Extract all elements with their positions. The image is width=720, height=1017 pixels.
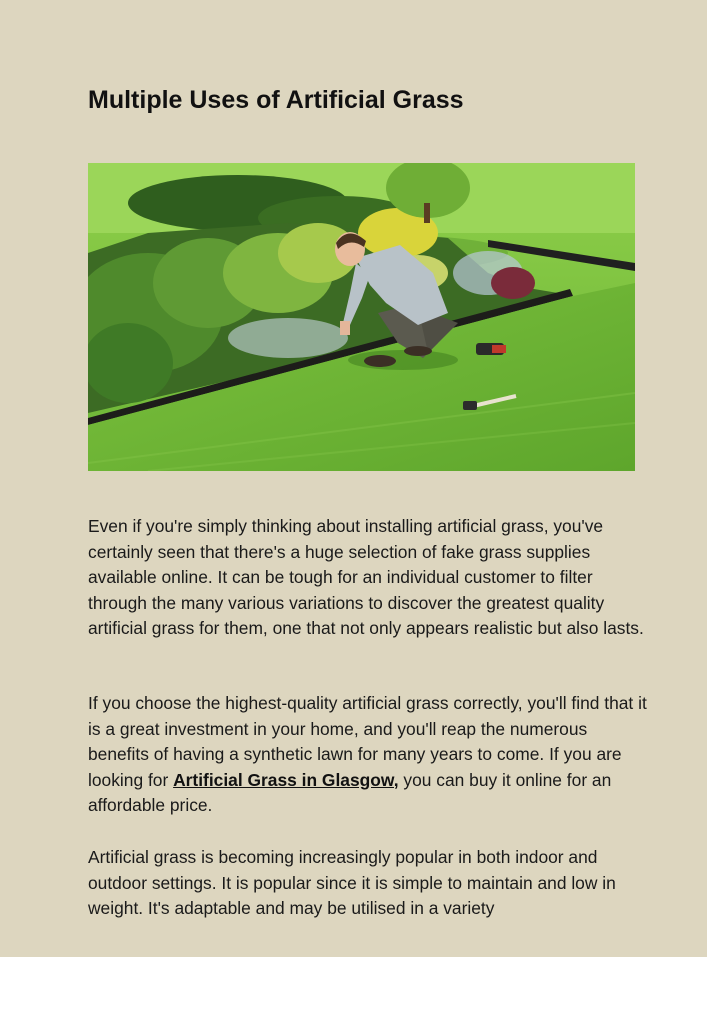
paragraph-investment-text-before: If you choose the highest-quality artificial grass correctly, you'll find that it is a great investment in your home, and you'll reap the numerous benefits of having a synthetic lawn for many years to come. If you are looking for [88,693,647,790]
article-photo [88,163,635,471]
paragraph-investment-text-after: you can buy it online for an affordable price. [88,769,612,815]
paragraph-investment [88,691,648,819]
page-title: Multiple Uses of Artificial Grass [88,86,464,114]
paragraph-intro: Even if you're simply thinking about installing artificial grass, you've certainly seen that there's a huge selection of fake grass supplies available online. It can be tough for an individual customer to filter through the many various variations to discover the greatest quality artificial grass for them, one that not only appears realistic but also lasts. [88,516,644,638]
artificial-grass-glasgow-link[interactable]: Artificial Grass in Glasgow, [173,769,399,790]
paragraph-popularity: Artificial grass is becoming increasingly popular in both indoor and outdoor settings. It is popular since it is simple to maintain and low in weight. It's adaptable and may be utilised in a variety [88,847,616,918]
